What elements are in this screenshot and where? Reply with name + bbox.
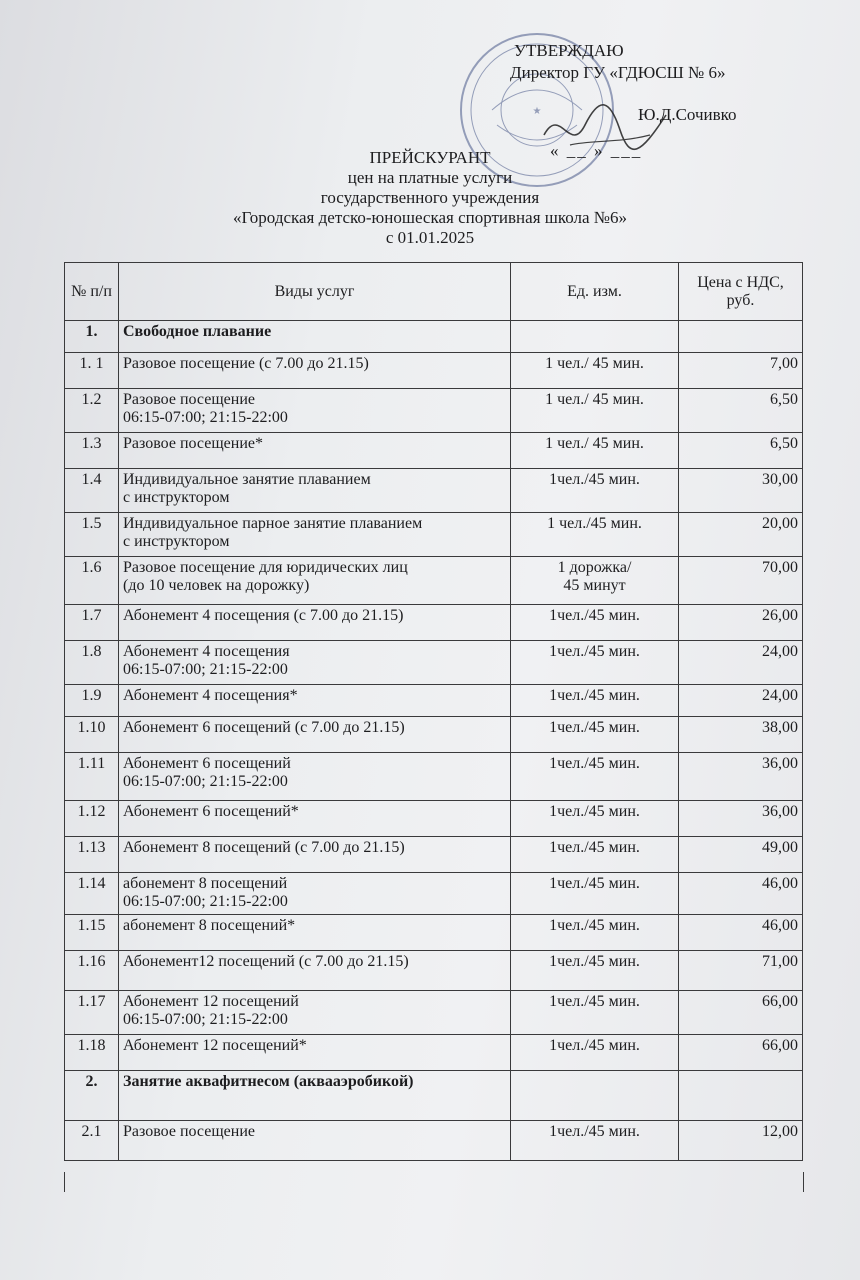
table-row xyxy=(65,641,803,685)
cell-num: 1.7 xyxy=(65,605,119,641)
cell-unit: 1 чел./45 мин. xyxy=(511,513,679,557)
cell-service: абонемент 8 посещений* xyxy=(119,915,511,951)
header-num: № п/п xyxy=(65,263,119,321)
cell-unit: 1 дорожка/ 45 минут xyxy=(511,557,679,605)
cell-num: 2.1 xyxy=(65,1121,119,1161)
cell-service: Абонемент 12 посещений 06:15-07:00; 21:15-22:00 xyxy=(119,991,511,1035)
cell-num: 1.10 xyxy=(65,717,119,753)
cell-price: 46,00 xyxy=(679,873,803,915)
cell-service: Разовое посещение (с 7.00 до 21.15) xyxy=(119,353,511,389)
cell-unit: 1чел./45 мин. xyxy=(511,837,679,873)
table-row xyxy=(65,951,803,991)
cell-price: 6,50 xyxy=(679,389,803,433)
cell-unit: 1чел./45 мин. xyxy=(511,605,679,641)
approval-date: « __ » ___ xyxy=(550,141,643,160)
table-row xyxy=(65,513,803,557)
cell-price: 66,00 xyxy=(679,991,803,1035)
cell-price xyxy=(679,321,803,353)
table-row xyxy=(65,469,803,513)
heading-line-4: «Городская детско-юношеская спортивная школа №6» xyxy=(232,208,628,227)
cell-price: 26,00 xyxy=(679,605,803,641)
table-row xyxy=(65,753,803,801)
cell-unit: 1чел./45 мин. xyxy=(511,873,679,915)
cell-num: 1.5 xyxy=(65,513,119,557)
cell-service: абонемент 8 посещений 06:15-07:00; 21:15-22:00 xyxy=(119,873,511,915)
cell-service: Абонемент 6 посещений 06:15-07:00; 21:15-22:00 xyxy=(119,753,511,801)
cell-price: 66,00 xyxy=(679,1035,803,1071)
cell-service: Абонемент 8 посещений (с 7.00 до 21.15) xyxy=(119,837,511,873)
cell-num: 1.15 xyxy=(65,915,119,951)
director-position: Директор ГУ «ГДЮСШ № 6» xyxy=(510,63,726,82)
table-row xyxy=(65,915,803,951)
cell-unit: 1чел./45 мин. xyxy=(511,991,679,1035)
table-row xyxy=(65,717,803,753)
cell-price: 30,00 xyxy=(679,469,803,513)
header-unit: Ед. изм. xyxy=(511,263,679,321)
cell-num: 1.2 xyxy=(65,389,119,433)
cell-unit: 1чел./45 мин. xyxy=(511,801,679,837)
heading-date: с 01.01.2025 xyxy=(385,228,475,247)
cell-unit: 1 чел./ 45 мин. xyxy=(511,353,679,389)
cell-num: 1.11 xyxy=(65,753,119,801)
cell-price: 36,00 xyxy=(679,753,803,801)
cell-unit: 1чел./45 мин. xyxy=(511,469,679,513)
cell-unit xyxy=(511,1071,679,1121)
table-row xyxy=(65,685,803,717)
cell-unit: 1 чел./ 45 мин. xyxy=(511,389,679,433)
cell-num: 1.12 xyxy=(65,801,119,837)
cell-num: 1.6 xyxy=(65,557,119,605)
cell-service: Разовое посещение для юридических лиц (до 10 человек на дорожку) xyxy=(119,557,511,605)
cell-num: 1.9 xyxy=(65,685,119,717)
price-table xyxy=(64,262,803,1161)
cell-price xyxy=(679,1071,803,1121)
cell-service: Абонемент 12 посещений* xyxy=(119,1035,511,1071)
cell-service: Индивидуальное парное занятие плаванием с инструктором xyxy=(119,513,511,557)
table-row xyxy=(65,433,803,469)
table-row xyxy=(65,557,803,605)
cell-service: Свободное плавание xyxy=(119,321,511,353)
cell-num: 2. xyxy=(65,1071,119,1121)
cell-unit: 1чел./45 мин. xyxy=(511,641,679,685)
cell-service: Разовое посещение* xyxy=(119,433,511,469)
cell-num: 1.4 xyxy=(65,469,119,513)
signatory-name: Ю.Д.Сочивко xyxy=(638,105,737,124)
cell-num: 1.14 xyxy=(65,873,119,915)
table-row xyxy=(65,837,803,873)
cell-unit: 1чел./45 мин. xyxy=(511,753,679,801)
cell-num: 1.13 xyxy=(65,837,119,873)
cell-service: Разовое посещение 06:15-07:00; 21:15-22:00 xyxy=(119,389,511,433)
approve-label: УТВЕРЖДАЮ xyxy=(514,41,624,60)
section-row xyxy=(65,321,803,353)
table-row xyxy=(65,389,803,433)
heading-line-3: государственного учреждения xyxy=(320,188,540,207)
document-title: ПРЕЙСКУРАНТ xyxy=(369,148,491,167)
cell-service: Разовое посещение xyxy=(119,1121,511,1161)
cell-price: 12,00 xyxy=(679,1121,803,1161)
cell-num: 1.18 xyxy=(65,1035,119,1071)
cell-price: 20,00 xyxy=(679,513,803,557)
cell-service: Абонемент12 посещений (с 7.00 до 21.15) xyxy=(119,951,511,991)
cell-num: 1. 1 xyxy=(65,353,119,389)
cell-service: Абонемент 4 посещения 06:15-07:00; 21:15-22:00 xyxy=(119,641,511,685)
cell-service: Абонемент 4 посещения* xyxy=(119,685,511,717)
cell-num: 1.3 xyxy=(65,433,119,469)
cell-service: Индивидуальное занятие плаванием с инструктором xyxy=(119,469,511,513)
cell-unit: 1чел./45 мин. xyxy=(511,915,679,951)
cell-price: 24,00 xyxy=(679,641,803,685)
cell-num: 1.17 xyxy=(65,991,119,1035)
cell-price: 46,00 xyxy=(679,915,803,951)
table-continuation xyxy=(64,1172,804,1192)
cell-unit: 1чел./45 мин. xyxy=(511,951,679,991)
cell-unit: 1чел./45 мин. xyxy=(511,1035,679,1071)
table-row xyxy=(65,873,803,915)
table-row xyxy=(65,605,803,641)
cell-price: 38,00 xyxy=(679,717,803,753)
cell-price: 49,00 xyxy=(679,837,803,873)
cell-price: 36,00 xyxy=(679,801,803,837)
cell-num: 1. xyxy=(65,321,119,353)
cell-price: 6,50 xyxy=(679,433,803,469)
cell-unit: 1чел./45 мин. xyxy=(511,685,679,717)
cell-service: Занятие аквафитнесом (аквааэробикой) xyxy=(119,1071,511,1121)
table-row xyxy=(65,1121,803,1161)
header-service: Виды услуг xyxy=(119,263,511,321)
svg-text:★: ★ xyxy=(532,106,542,117)
cell-unit: 1чел./45 мин. xyxy=(511,1121,679,1161)
cell-num: 1.16 xyxy=(65,951,119,991)
heading-line-2: цен на платные услуги xyxy=(347,168,513,187)
section-row xyxy=(65,1071,803,1121)
table-body xyxy=(65,321,803,1161)
table-row xyxy=(65,991,803,1035)
cell-service: Абонемент 6 посещений (с 7.00 до 21.15) xyxy=(119,717,511,753)
cell-service: Абонемент 6 посещений* xyxy=(119,801,511,837)
cell-service: Абонемент 4 посещения (с 7.00 до 21.15) xyxy=(119,605,511,641)
cell-unit xyxy=(511,321,679,353)
cell-price: 24,00 xyxy=(679,685,803,717)
cell-price: 7,00 xyxy=(679,353,803,389)
table-row xyxy=(65,801,803,837)
cell-price: 71,00 xyxy=(679,951,803,991)
header-price: Цена с НДС, руб. xyxy=(679,263,803,321)
table-row xyxy=(65,1035,803,1071)
document-heading xyxy=(150,148,710,248)
cell-num: 1.8 xyxy=(65,641,119,685)
cell-price: 70,00 xyxy=(679,557,803,605)
cell-unit: 1 чел./ 45 мин. xyxy=(511,433,679,469)
table-row xyxy=(65,353,803,389)
cell-unit: 1чел./45 мин. xyxy=(511,717,679,753)
table-header-row xyxy=(65,263,803,321)
